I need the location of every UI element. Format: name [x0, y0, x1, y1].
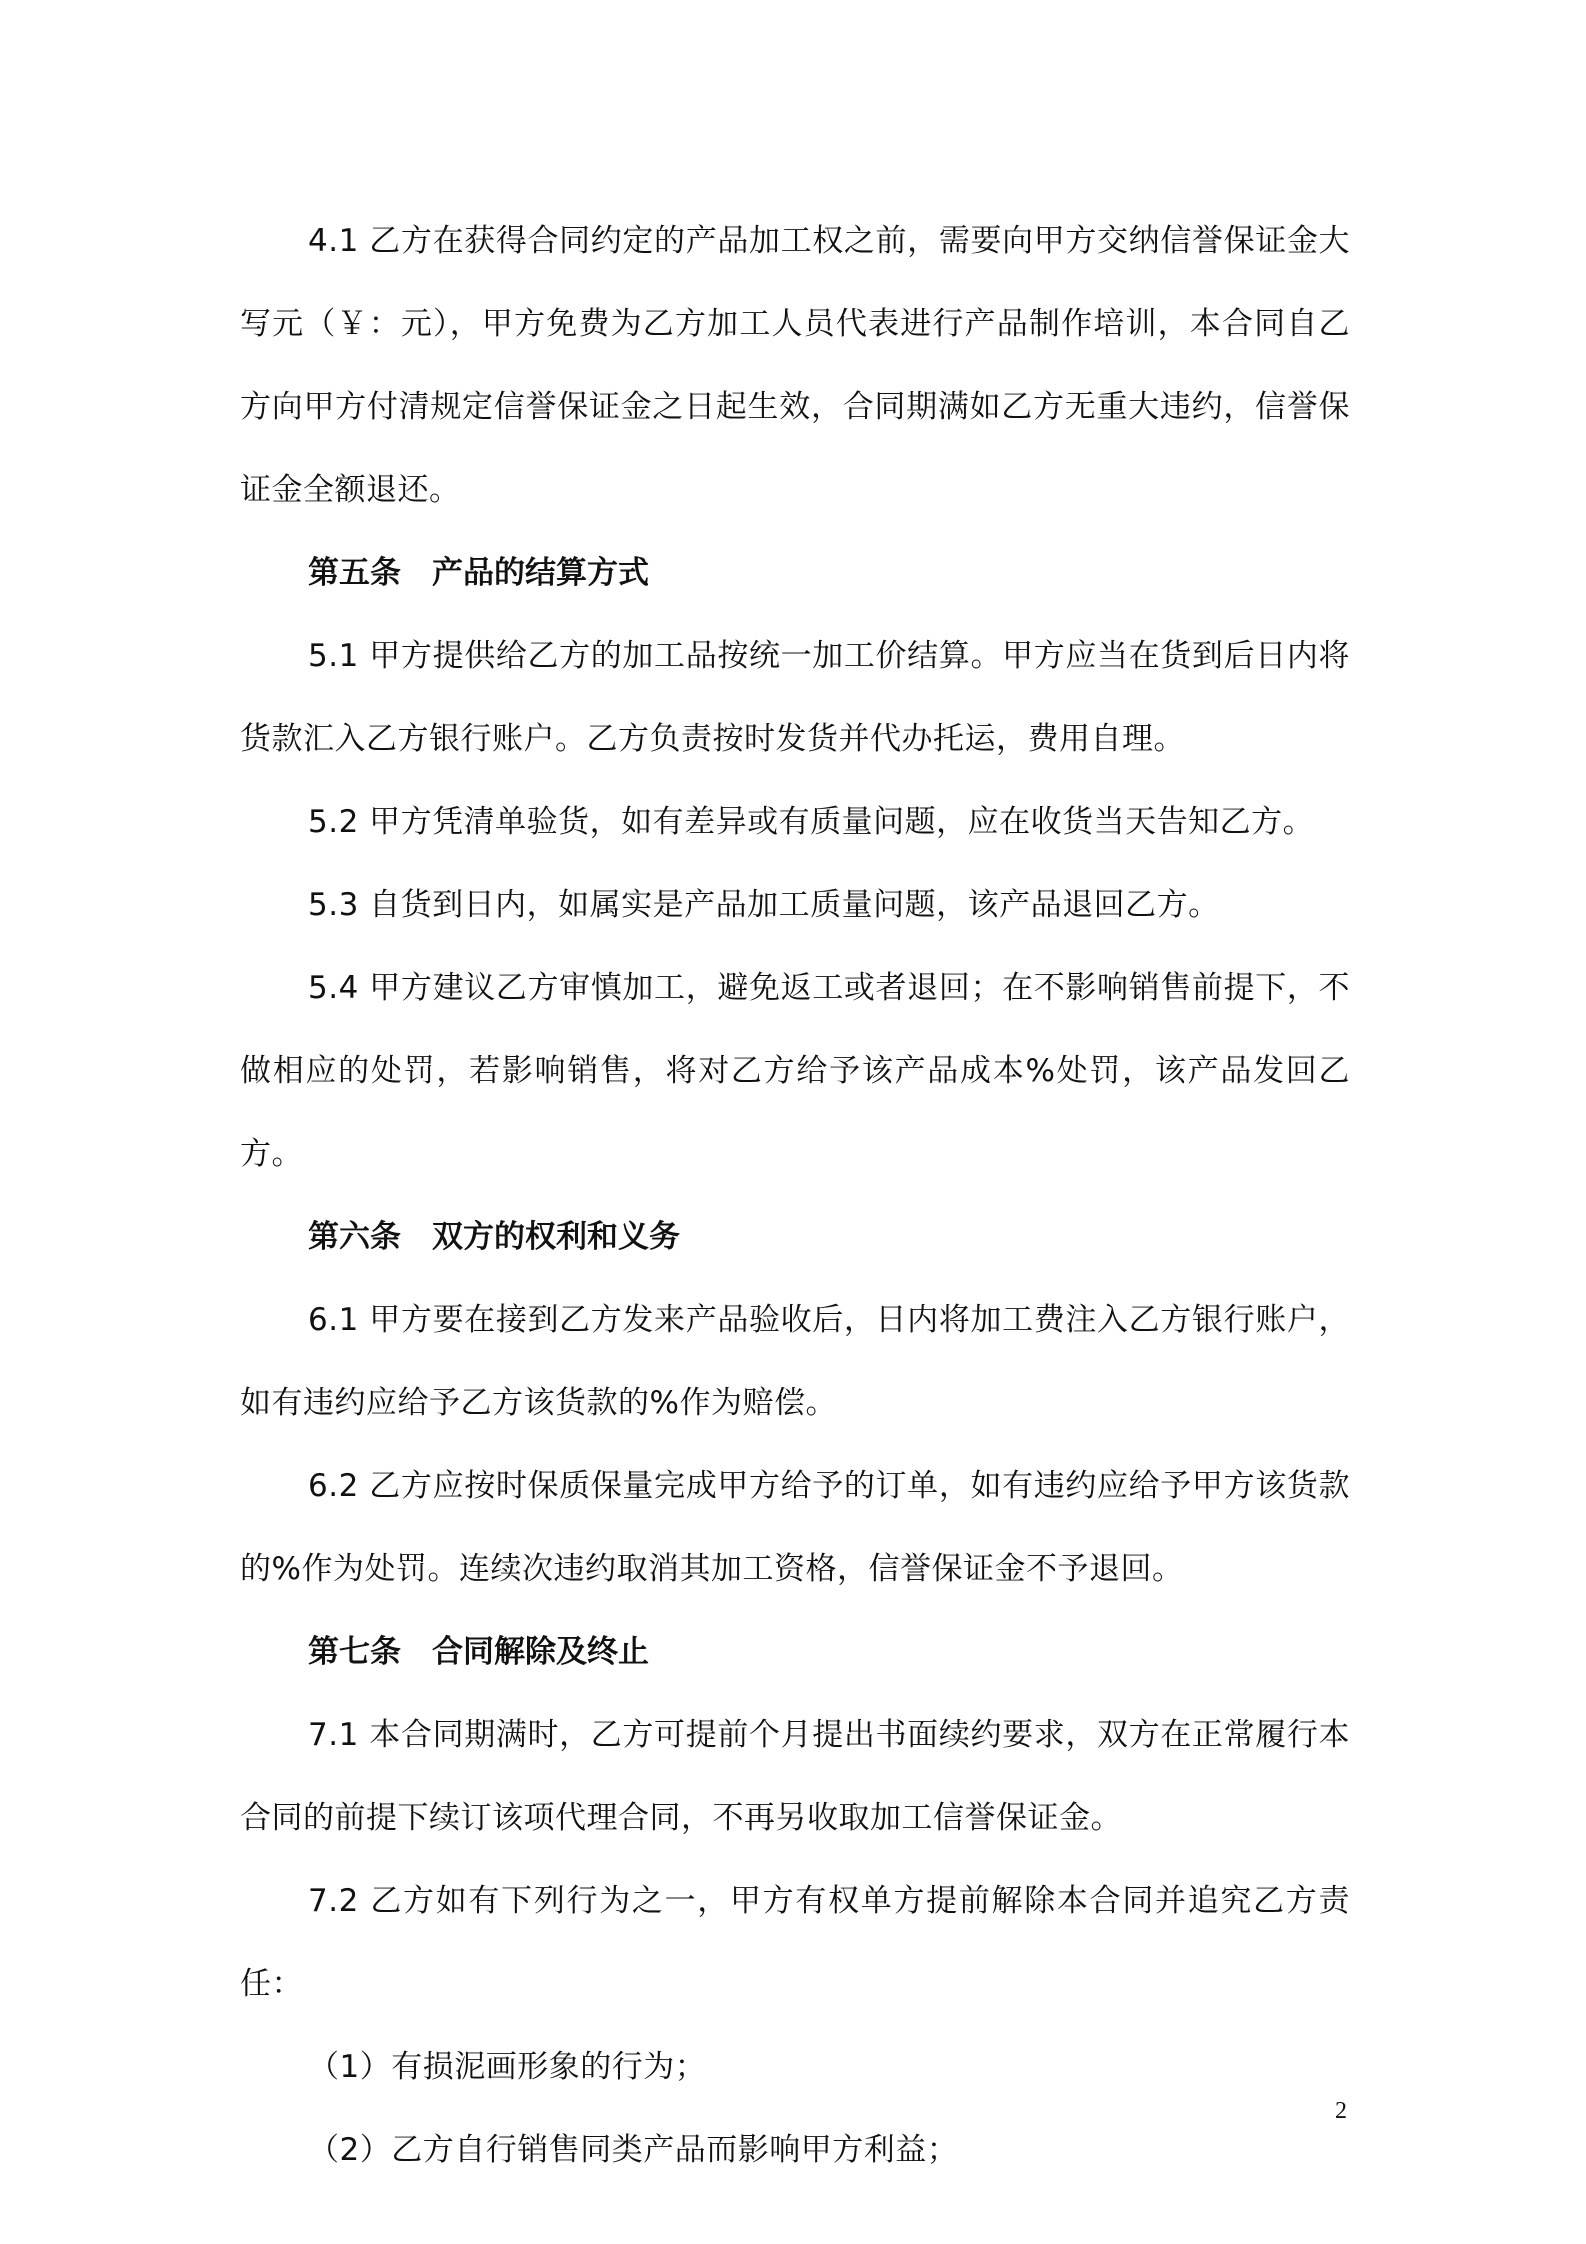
clause-5-3: 5.3 自货到日内，如属实是产品加工质量问题，该产品退回乙方。 — [308, 887, 1220, 923]
clause-7-2: 7.2 乙方如有下列行为之一，甲方有权单方提前解除本合同并追究乙方责任： — [240, 1883, 1350, 2002]
clause-5-4: 5.4 甲方建议乙方审慎加工，避免返工或者退回；在不影响销售前提下，不做相应的处罚，若影响销售，将对乙方给予该产品成本%处罚，该产品发回乙方。 — [240, 970, 1350, 1172]
clause-4-1: 4.1 乙方在获得合同约定的产品加工权之前，需要向甲方交纳信誉保证金大写元（￥：元），甲方免费为乙方加工人员代表进行产品制作培训，本合同自乙方向甲方付清规定信誉保证金之日起生效，合同期满如乙方无重大违约，信誉保证金全额退还。 — [240, 223, 1350, 508]
article-6-heading: 第六条 双方的权利和义务 — [308, 1219, 680, 1255]
clause-7-1: 7.1 本合同期满时，乙方可提前个月提出书面续约要求，双方在正常履行本合同的前提下续订该项代理合同，不再另收取加工信誉保证金。 — [240, 1717, 1350, 1836]
clause-5-2: 5.2 甲方凭清单验货，如有差异或有质量问题，应在收货当天告知乙方。 — [308, 804, 1315, 840]
clause-6-1: 6.1 甲方要在接到乙方发来产品验收后，日内将加工费注入乙方银行账户，如有违约应给予乙方该货款的%作为赔偿。 — [240, 1302, 1350, 1421]
clause-6-2: 6.2 乙方应按时保质保量完成甲方给予的订单，如有违约应给予甲方该货款的%作为处罚。连续次违约取消其加工资格，信誉保证金不予退回。 — [240, 1468, 1350, 1587]
article-5-heading: 第五条 产品的结算方式 — [308, 555, 649, 591]
page-number: 2 — [1335, 2098, 1347, 2124]
list-item-2: （2）乙方自行销售同类产品而影响甲方利益； — [308, 2132, 959, 2168]
list-item-1: （1）有损泥画形象的行为； — [308, 2049, 707, 2085]
article-7-heading: 第七条 合同解除及终止 — [308, 1634, 649, 1670]
clause-5-1: 5.1 甲方提供给乙方的加工品按统一加工价结算。甲方应当在货到后日内将货款汇入乙方银行账户。乙方负责按时发货并代办托运，费用自理。 — [240, 638, 1350, 757]
document-body — [240, 200, 1350, 2192]
